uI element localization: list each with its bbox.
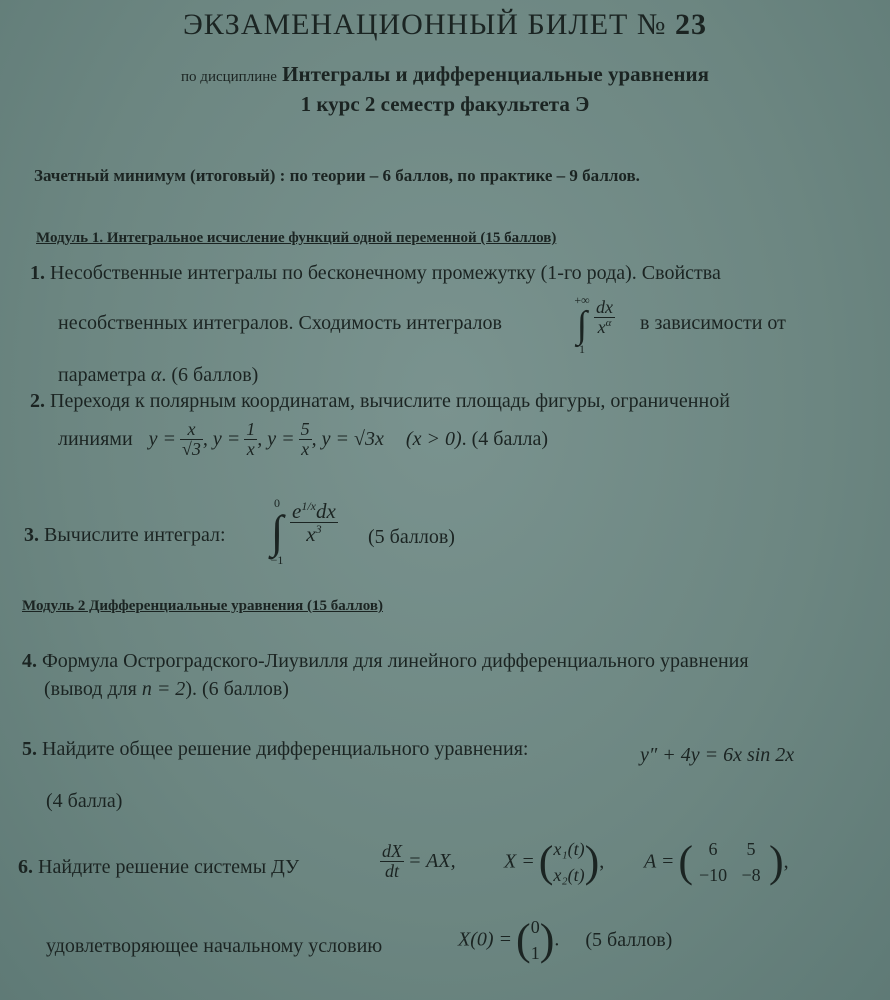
fraction-denominator: √3: [182, 438, 201, 459]
question-4-line2: [44, 678, 289, 701]
discipline-prefix: по дисциплине: [181, 69, 277, 85]
exponent: 1/x: [301, 499, 316, 513]
module-1-title: Модуль 1. Интегральное исчисление функций одной переменной (15 баллов): [36, 230, 557, 246]
question-1-line3: [58, 364, 258, 387]
question-points: (5 баллов): [585, 928, 673, 951]
matrix-cell: 1: [530, 943, 540, 963]
matrix-A: A = ( 6 5 −10 −8 ),: [644, 837, 789, 886]
math-text: , y =: [257, 427, 295, 450]
math-text: A =: [644, 850, 675, 873]
course-line: 1 курс 2 семестр факультета Э: [300, 92, 590, 116]
matrix-cell: 6: [708, 839, 718, 859]
exponent: 3: [315, 522, 322, 537]
fraction-numerator: dX: [382, 841, 402, 861]
math-text: X(0) =: [458, 928, 513, 951]
discipline-name: Интегралы и дифференциальные уравнения: [282, 62, 709, 86]
question-2-line1: [30, 390, 730, 413]
matrix-cell: x₂(t): [553, 865, 585, 885]
matrix-cell: 5: [746, 839, 756, 859]
math-text: n = 2: [141, 678, 186, 700]
question-text: несобственных интегралов. Сходимость интегралов: [58, 312, 502, 334]
math-text: , y =: [202, 427, 241, 450]
math-text: , y = √3x: [311, 427, 384, 450]
fraction-denominator: dt: [384, 860, 399, 881]
matrix-cell: −10: [698, 865, 728, 885]
question-text: Найдите решение системы ДУ: [38, 856, 300, 878]
fraction-denominator: x: [597, 316, 606, 337]
integrand-fraction: [594, 298, 615, 337]
question-number: 6.: [18, 856, 33, 878]
question-text: Переходя к полярным координатам, вычислите площадь фигуры, ограниченной: [50, 390, 730, 412]
fraction-numerator: dx: [596, 297, 613, 317]
question-4-line1: [22, 650, 749, 673]
condition: (x > 0): [405, 427, 462, 450]
differential-equation: y″ + 4y = 6x sin 2x: [640, 744, 795, 766]
integral-lower-limit: −1: [270, 553, 284, 567]
integral-symbol: ∫: [270, 506, 284, 557]
math-text: = AX,: [408, 849, 456, 872]
module-2-title: Модуль 2 Дифференциальные уравнения (15 баллов): [22, 598, 383, 614]
question-text: Вычислите интеграл:: [44, 524, 226, 546]
question-1-line2: [58, 312, 502, 335]
question-5-text: [22, 738, 528, 761]
fraction-denominator: x: [246, 438, 255, 459]
fraction-denominator: x: [301, 438, 310, 459]
question-number: 4.: [22, 650, 37, 672]
discipline-line: [0, 62, 890, 87]
question-points: . (6 баллов): [161, 364, 259, 386]
math-text: y =: [148, 427, 177, 450]
integral-upper-limit: +∞: [574, 293, 590, 307]
fraction-numerator: 1: [246, 419, 256, 439]
question-text: параметра: [58, 364, 146, 386]
question-3-points: (5 баллов): [368, 526, 455, 548]
matrix-cell: x₁(t): [553, 839, 585, 859]
question-points: ). (6 баллов): [185, 678, 289, 700]
pass-minimum: Зачетный минимум (итоговый) : по теории – 6 баллов, по практике – 9 баллов.: [34, 166, 640, 185]
differential: dx: [316, 499, 336, 523]
question-2-line2: [58, 420, 548, 459]
question-6-line2: удовлетворяющее начальному условию: [46, 935, 383, 957]
title-text: ЭКЗАМЕНАЦИОННЫЙ БИЛЕТ №: [182, 8, 667, 41]
question-1-line2-end: в зависимости от: [640, 312, 786, 334]
matrix-cell: −8: [741, 865, 761, 885]
ticket-title: [0, 8, 890, 42]
question-text: Несобственные интегралы по бесконечному промежутку (1-го рода). Свойства: [50, 262, 721, 284]
question-3-text: [24, 524, 226, 547]
question-number: 2.: [30, 390, 45, 412]
question-text: (вывод для: [44, 678, 137, 700]
vector-X: X = ( x₁(t) x₂(t) ),: [504, 837, 605, 886]
integral-symbol: ∫: [576, 304, 588, 346]
question-1-line1: [30, 262, 721, 285]
system-equation: [380, 842, 456, 881]
ticket-number: 23: [675, 8, 707, 41]
question-points: . (4 балла): [461, 427, 548, 450]
fraction-numerator: x: [180, 420, 203, 440]
math-text: ,: [783, 850, 789, 873]
integrand-fraction: [290, 500, 338, 545]
question-5-points: (4 балла): [46, 790, 123, 812]
integral-sign: [266, 496, 288, 568]
math-text: .: [554, 928, 560, 951]
question-number: 1.: [30, 262, 45, 284]
question-text: линиями: [58, 427, 133, 450]
question-number: 3.: [24, 524, 39, 546]
question-text: Найдите общее решение дифференциального уравнения:: [42, 738, 529, 760]
fraction-numerator: 5: [300, 419, 310, 439]
question-number: 5.: [22, 738, 37, 760]
integral-upper-limit: 0: [274, 496, 280, 510]
alpha-symbol: α: [150, 364, 162, 386]
question-text: Формула Остроградского-Лиувилля для линейного дифференциального уравнения: [42, 650, 749, 672]
matrix-cell: 0: [530, 917, 540, 937]
fraction-numerator: e: [292, 499, 302, 523]
initial-condition: X(0) = ( 0 1 ). (5 баллов): [458, 915, 673, 964]
exponent: α: [605, 316, 612, 329]
math-text: X =: [504, 850, 535, 873]
fraction-denominator: x: [306, 522, 316, 547]
question-6-text: [18, 856, 299, 879]
integral-lower-limit: 1: [579, 342, 585, 356]
math-text: ,: [599, 850, 605, 873]
integral-sign: [572, 293, 592, 357]
